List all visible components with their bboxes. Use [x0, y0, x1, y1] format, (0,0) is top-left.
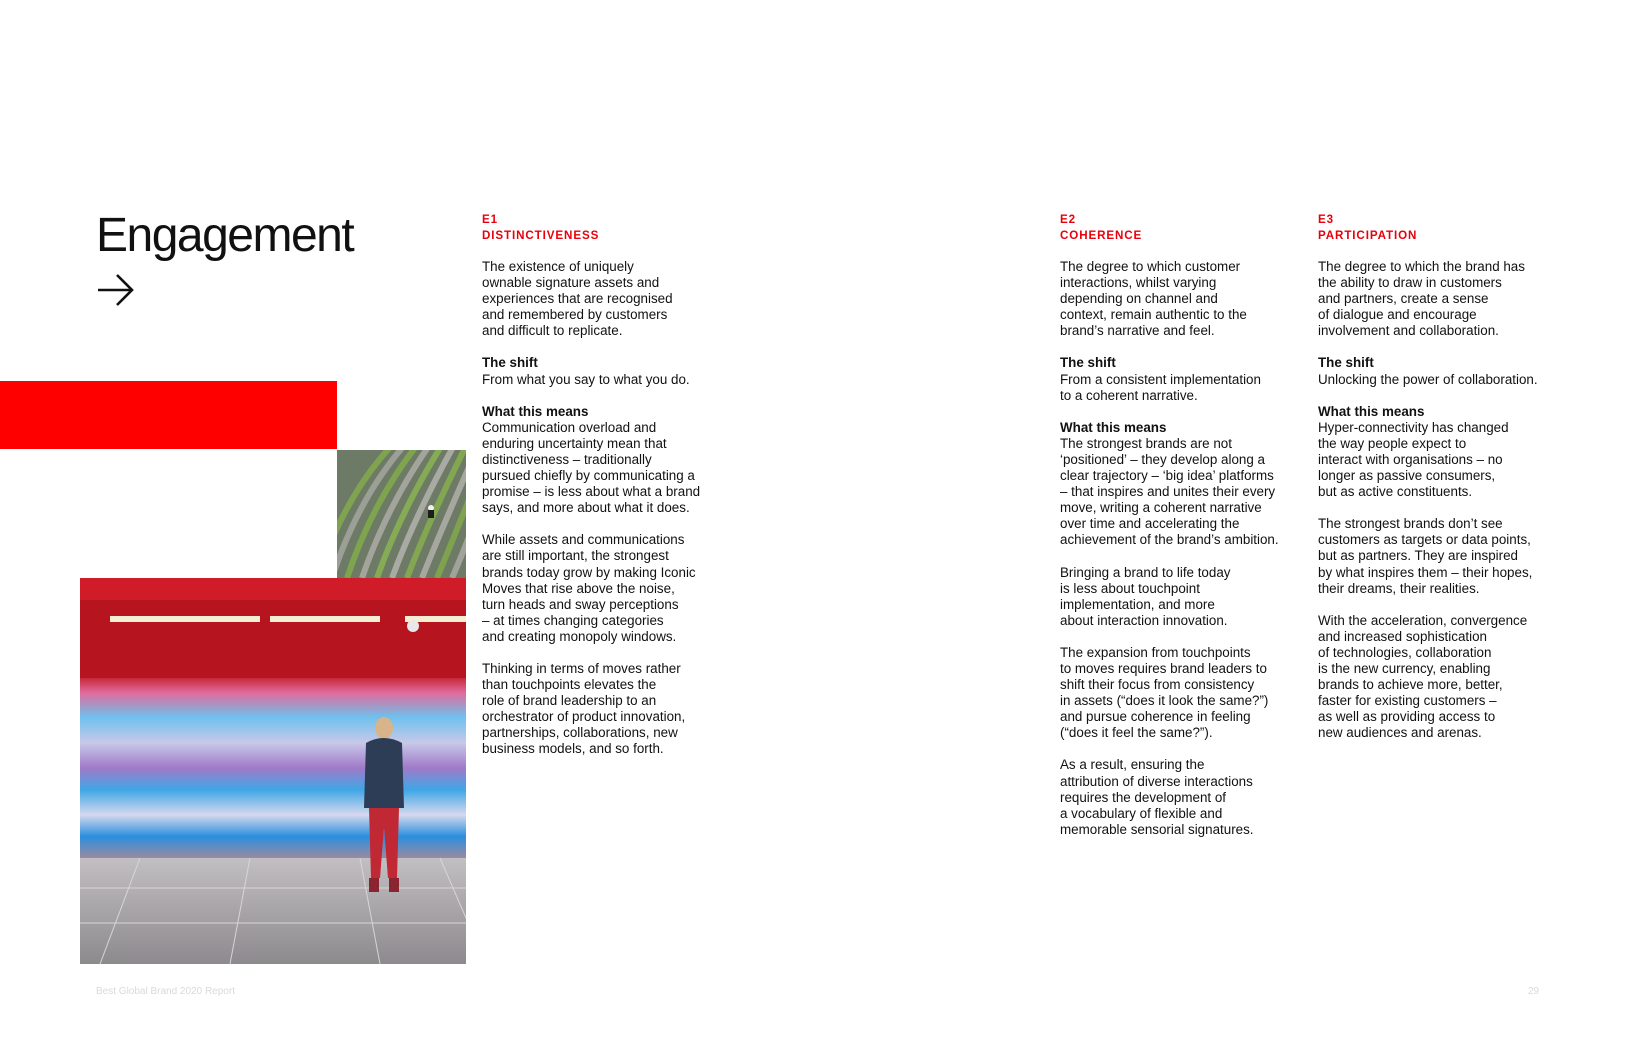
section-heading: COHERENCE	[1060, 229, 1143, 242]
body-paragraph: While assets and communications are still important, the strongest brands today grow by making Iconic Moves that rise above the noise, turn heads and sway perceptions – at times changing categories and creating monopoly windows.	[482, 532, 696, 644]
means-label: What this means	[1318, 403, 1425, 419]
shift-text: From what you say to what you do.	[482, 371, 690, 387]
means-label: What this means	[1060, 419, 1167, 435]
body-paragraph: Hyper-connectivity has changed the way people expect to interact with organisations – no longer as passive consumers, but as active constituents.	[1318, 419, 1509, 500]
section-intro: The degree to which customer interactions, whilst varying depending on channel and context, remain authentic to the brand’s narrative and feel.	[1060, 259, 1247, 339]
body-paragraph: Thinking in terms of moves rather than touchpoints elevates the role of brand leadership to an orchestrator of product innovation, partnerships, collaborations, new business models, and so forth.	[482, 660, 686, 757]
red-accent-band	[0, 381, 337, 449]
section-code: E2	[1060, 213, 1076, 226]
column-coherence	[1060, 212, 1300, 854]
grass-steps-photo	[337, 450, 466, 578]
body-paragraph: With the acceleration, convergence and increased sophistication of technologies, collaboration is the new currency, enabling brands to achieve more, better, faster for existing customers – as well as providing access to new audiences and arenas.	[1318, 612, 1528, 741]
shift-label: The shift	[1060, 355, 1116, 371]
section-code: E1	[482, 213, 498, 226]
section-intro: The existence of uniquely ownable signature assets and experiences that are recognised and remembered by customers and difficult to replicate.	[482, 259, 673, 339]
body-paragraph: Communication overload and enduring uncertainty mean that distinctiveness – traditionally pursued chiefly by communicating a promise – is less about what a brand says, and more about what it does.	[482, 419, 701, 516]
shift-text: From a consistent implementation to a coherent narrative.	[1060, 371, 1261, 403]
body-paragraph: The expansion from touchpoints to moves requires brand leaders to shift their focus from consistency in assets (“does it look the same?”) and pursue coherence in feeling (“does it feel the same?”).	[1060, 644, 1269, 741]
section-heading: PARTICIPATION	[1318, 229, 1418, 242]
column-distinctiveness	[482, 212, 712, 774]
shift-label: The shift	[482, 355, 538, 371]
body-paragraph: As a result, ensuring the attribution of diverse interactions requires the development of a vocabulary of flexible and memorable sensorial signatures.	[1060, 757, 1254, 837]
means-label: What this means	[482, 403, 589, 419]
section-heading: DISTINCTIVENESS	[482, 229, 600, 242]
shift-text: Unlocking the power of collaboration.	[1318, 371, 1538, 387]
shift-label: The shift	[1318, 355, 1374, 371]
page-number: 29	[1528, 986, 1540, 997]
body-paragraph: The strongest brands don’t see customers as targets or data points, but as partners. They are inspired by what inspires them – their hopes, their dreams, their realities.	[1318, 516, 1533, 596]
subway-platform-photo	[80, 578, 466, 964]
column-participation	[1318, 212, 1558, 757]
arrow-right-icon	[96, 270, 138, 310]
section-code: E3	[1318, 213, 1334, 226]
footer-report-name: Best Global Brand 2020 Report	[96, 986, 235, 997]
page-title: Engagement	[96, 209, 354, 262]
body-paragraph: Bringing a brand to life today is less about touchpoint implementation, and more about interaction innovation.	[1060, 564, 1231, 628]
section-intro: The degree to which the brand has the ability to draw in customers and partners, create a sense of dialogue and encourage involvement and collaboration.	[1318, 259, 1525, 339]
body-paragraph: The strongest brands are not ‘positioned’ – they develop along a clear trajectory – ‘big idea’ platforms – that inspires and unites their every move, writing a coherent narrative over time and accelerating the achievement of the brand’s ambition.	[1060, 435, 1279, 548]
